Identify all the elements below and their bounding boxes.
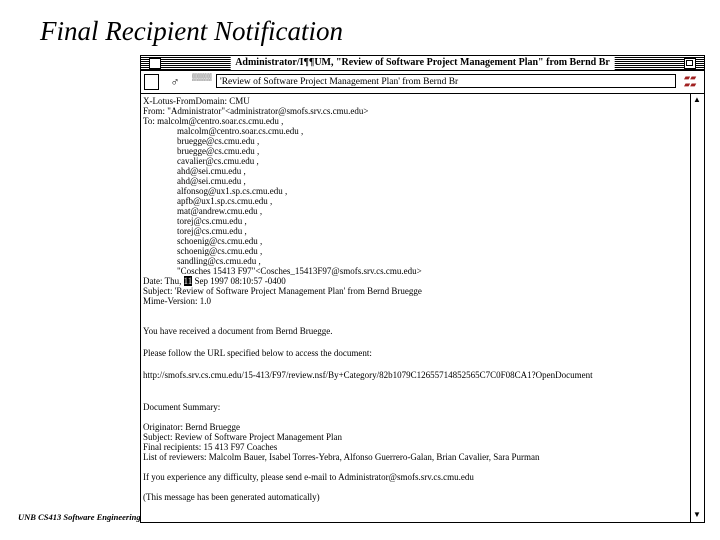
body-difficulty: If you experience any difficulty, please send e-mail to Administrator@smofs.srv.cs.cmu.edu (143, 472, 474, 482)
subject-field[interactable]: 'Review of Software Project Management Plan' from Bernd Br (216, 74, 676, 88)
zoom-box-icon[interactable] (684, 58, 696, 69)
document-link[interactable]: http://smofs.srv.cs.cmu.edu/15-413/F97/review.nsf/By+Category/82b1079C12655714852565C7C0F08CA1?OpenDocument (143, 370, 593, 380)
window-titlebar[interactable] (141, 56, 704, 71)
date-highlight: 11 (183, 276, 193, 286)
recipient-line: cavalier@cs.cmu.edu , (177, 156, 259, 166)
recipient-line: ahd@sei.cmu.edu , (177, 166, 246, 176)
flag-icon[interactable]: ▰▰ ▰▰ (684, 73, 697, 89)
summary-final-recipients: Final recipients: 15 413 F97 Coaches (143, 442, 278, 452)
document-icon[interactable]: ▒▒▒▒ (192, 73, 212, 81)
recipient-line: torej@cs.cmu.edu , (177, 216, 247, 226)
header-from: From: "Administrator"<administrator@smofs.srv.cs.cmu.edu> (143, 106, 369, 116)
window-title: Administrator/I¶¶UM, "Review of Software Project Management Plan" from Bernd Br (230, 56, 615, 70)
body-received: You have received a document from Bernd Bruegge. (143, 326, 333, 336)
recipient-line: apfb@ux1.sp.cs.cmu.edu , (177, 196, 273, 206)
date-suffix: Sep 1997 08:10:57 -0400 (192, 276, 286, 286)
recipient-line: malcolm@centro.soar.cs.cmu.edu , (177, 126, 304, 136)
recipient-line: "Cosches 15413 F97"<Cosches_15413F97@smofs.srv.cs.cmu.edu> (177, 266, 422, 276)
body-auto: (This message has been generated automatically) (143, 492, 320, 502)
close-box-icon[interactable] (149, 58, 161, 69)
toolbar (141, 71, 704, 94)
summary-reviewers: List of reviewers: Malcolm Bauer, Isabel Torres-Yebra, Alfonso Guerrero-Galan, Brian Cavalier, Sara Purman (143, 452, 540, 462)
slide-footer: UNB CS413 Software Engineering (18, 512, 141, 522)
header-subject: Subject: 'Review of Software Project Management Plan' from Bernd Bruegge (143, 286, 422, 296)
checkbox-icon[interactable] (144, 74, 159, 90)
email-window (140, 55, 705, 523)
message-body (141, 94, 690, 522)
recipient-line: ahd@sei.cmu.edu , (177, 176, 246, 186)
recipient-line: bruegge@cs.cmu.edu , (177, 136, 260, 146)
recipient-line: schoenig@cs.cmu.edu , (177, 246, 263, 256)
header-to: To: malcolm@centro.soar.cs.cmu.edu , (143, 116, 284, 126)
summary-title: Document Summary: (143, 402, 221, 412)
recipient-line: sandling@cs.cmu.edu , (177, 256, 261, 266)
recipient-line: torej@cs.cmu.edu , (177, 226, 247, 236)
recipient-line: alfonsog@ux1.sp.cs.cmu.edu , (177, 186, 288, 196)
recipient-line: bruegge@cs.cmu.edu , (177, 146, 260, 156)
scroll-down-arrow-icon[interactable]: ▼ (693, 510, 701, 519)
scroll-up-arrow-icon[interactable]: ▲ (693, 95, 701, 104)
attachment-icon[interactable]: ♂ (170, 75, 180, 89)
header-mime: Mime-Version: 1.0 (143, 296, 211, 306)
recipient-line: schoenig@cs.cmu.edu , (177, 236, 263, 246)
body-follow: Please follow the URL specified below to access the document: (143, 348, 372, 358)
summary-originator: Originator: Bernd Bruegge (143, 422, 240, 432)
recipient-line: mat@andrew.cmu.edu , (177, 206, 263, 216)
header-x-lotus: X-Lotus-FromDomain: CMU (143, 96, 250, 106)
summary-subject: Subject: Review of Software Project Management Plan (143, 432, 342, 442)
date-prefix: Date: Thu, (143, 276, 184, 286)
slide-title: Final Recipient Notification (40, 16, 343, 46)
vertical-scrollbar[interactable] (690, 94, 704, 522)
